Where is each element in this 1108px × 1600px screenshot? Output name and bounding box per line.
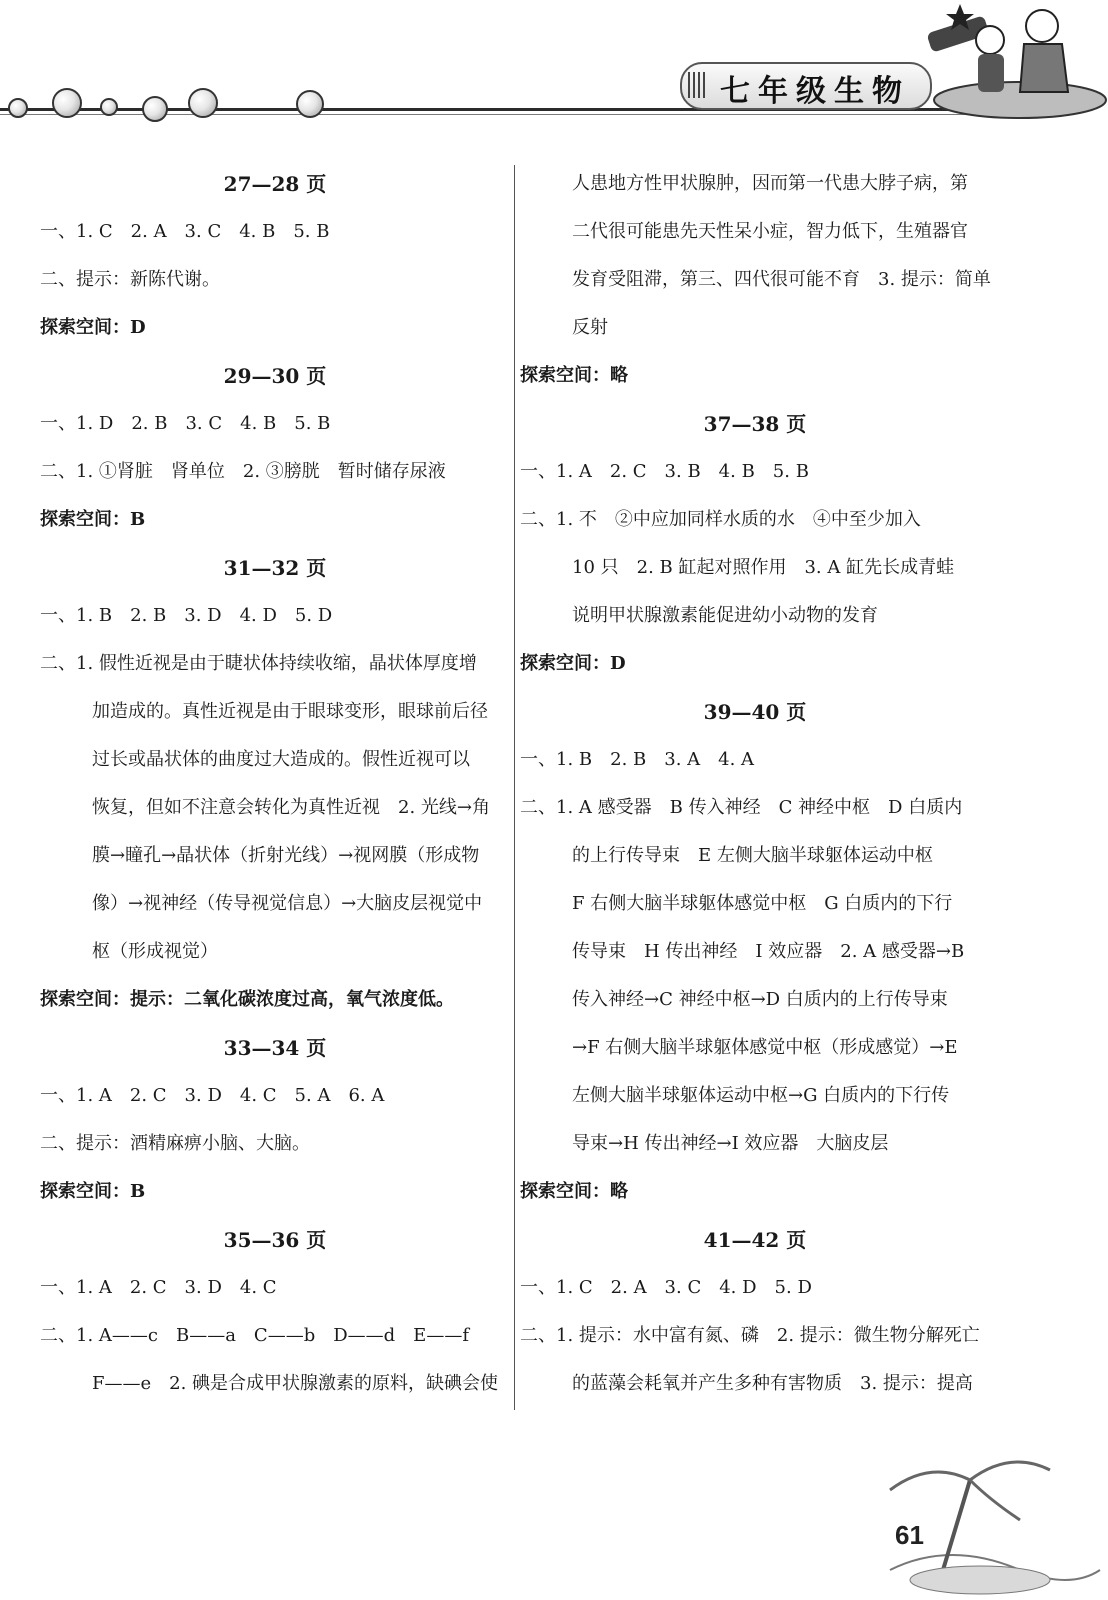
answer-line: 二、提示：新陈代谢。 xyxy=(40,269,220,290)
answer-line: 二、1. A 感受器 B 传入神经 C 神经中枢 D 白质内 xyxy=(520,797,963,818)
answer-line: 一、1. A 2. C 3. D 4. C 5. A 6. A xyxy=(40,1085,385,1106)
page-number: 61 xyxy=(895,1520,924,1550)
answer-line: 枢（形成视觉） xyxy=(92,941,218,962)
answer-line: 的上行传导束 E 左侧大脑半球躯体运动中枢 xyxy=(572,845,933,866)
section-title: 35—36 页 xyxy=(223,1228,327,1252)
explore-answer: 探索空间：略 xyxy=(520,1181,628,1202)
bead-decoration xyxy=(188,88,218,118)
bead-decoration xyxy=(52,88,82,118)
section-title: 41—42 页 xyxy=(703,1228,807,1252)
answer-line: 二、1. A——c B——a C——b D——d E——f xyxy=(40,1325,469,1346)
explore-answer: 探索空间：B xyxy=(40,509,146,530)
right-column xyxy=(520,160,990,1408)
answer-line: 的蓝藻会耗氧并产生多种有害物质 3. 提示：提高 xyxy=(572,1373,973,1394)
answer-line: 左侧大脑半球躯体运动中枢→G 白质内的下行传 xyxy=(572,1085,950,1106)
answer-line: 人患地方性甲状腺肿，因而第一代患大脖子病，第 xyxy=(572,173,968,194)
answer-line: 一、1. D 2. B 3. C 4. B 5. B xyxy=(40,413,331,434)
answer-line: 恢复，但如不注意会转化为真性近视 2. 光线→角 xyxy=(92,797,490,818)
section-title: 27—28 页 xyxy=(223,172,327,196)
answer-line: 一、1. C 2. A 3. C 4. D 5. D xyxy=(520,1277,812,1298)
answer-line: 过长或晶状体的曲度过大造成的。假性近视可以 xyxy=(92,749,470,770)
answer-line: 一、1. B 2. B 3. A 4. A xyxy=(520,749,755,770)
answer-line: 二代很可能患先天性呆小症，智力低下，生殖器官 xyxy=(572,221,968,242)
answer-line: 一、1. A 2. C 3. B 4. B 5. B xyxy=(520,461,809,482)
bead-decoration xyxy=(142,96,168,122)
palm-island-illustration xyxy=(870,1420,1108,1600)
explore-answer: 探索空间：提示：二氧化碳浓度过高，氧气浓度低。 xyxy=(40,989,454,1010)
answer-line: 导束→H 传出神经→I 效应器 大脑皮层 xyxy=(572,1133,889,1154)
answer-line: 一、1. B 2. B 3. D 4. D 5. D xyxy=(40,605,333,626)
title-stripes xyxy=(688,72,708,98)
section-title: 37—38 页 xyxy=(703,412,807,436)
answer-line: 说明甲状腺激素能促进幼小动物的发育 xyxy=(572,605,878,626)
answer-line: 一、1. A 2. C 3. D 4. C xyxy=(40,1277,277,1298)
answer-line: F——e 2. 碘是合成甲状腺激素的原料，缺碘会使 xyxy=(92,1373,499,1394)
explore-answer: 探索空间：略 xyxy=(520,365,628,386)
answer-line: 二、1. 提示：水中富有氮、磷 2. 提示：微生物分解死亡 xyxy=(520,1325,980,1346)
answer-line: 反射 xyxy=(572,317,608,338)
explore-answer: 探索空间：B xyxy=(40,1181,146,1202)
answer-line: 10 只 2. B 缸起对照作用 3. A 缸先长成青蛙 xyxy=(572,557,955,578)
bead-decoration xyxy=(296,90,324,118)
answer-line: 发育受阻滞，第三、四代很可能不育 3. 提示：简单 xyxy=(572,269,991,290)
section-title: 39—40 页 xyxy=(703,700,807,724)
answer-line: →F 右侧大脑半球躯体感觉中枢（形成感觉）→E xyxy=(572,1037,958,1058)
bead-decoration xyxy=(100,98,118,116)
left-column xyxy=(40,160,510,1408)
answer-line: 二、提示：酒精麻痹小脑、大脑。 xyxy=(40,1133,310,1154)
answer-line: F 右侧大脑半球躯体感觉中枢 G 白质内的下行 xyxy=(572,893,953,914)
section-title: 31—32 页 xyxy=(223,556,327,580)
section-title: 29—30 页 xyxy=(223,364,327,388)
page-header xyxy=(0,0,1108,150)
answer-line: 传导束 H 传出神经 I 效应器 2. A 感受器→B xyxy=(572,941,965,962)
answer-line: 像）→视神经（传导视觉信息）→大脑皮层视觉中 xyxy=(92,893,483,914)
answer-line: 二、1. ①肾脏 肾单位 2. ③膀胱 暂时储存尿液 xyxy=(40,461,446,482)
bead-decoration xyxy=(8,98,28,118)
kids-telescope-illustration xyxy=(920,0,1108,120)
explore-answer: 探索空间：D xyxy=(520,653,626,674)
column-divider xyxy=(514,165,515,1410)
answer-line: 二、1. 不 ②中应加同样水质的水 ④中至少加入 xyxy=(520,509,921,530)
explore-answer: 探索空间：D xyxy=(40,317,146,338)
answer-line: 膜→瞳孔→晶状体（折射光线）→视网膜（形成物 xyxy=(92,845,480,866)
answer-line: 二、1. 假性近视是由于睫状体持续收缩，晶状体厚度增 xyxy=(40,653,477,674)
header-title: 七年级生物 xyxy=(720,74,910,109)
answer-line: 加造成的。真性近视是由于眼球变形，眼球前后径 xyxy=(92,701,488,722)
section-title: 33—34 页 xyxy=(223,1036,327,1060)
answer-line: 一、1. C 2. A 3. C 4. B 5. B xyxy=(40,221,330,242)
answer-line: 传入神经→C 神经中枢→D 白质内的上行传导束 xyxy=(572,989,948,1010)
